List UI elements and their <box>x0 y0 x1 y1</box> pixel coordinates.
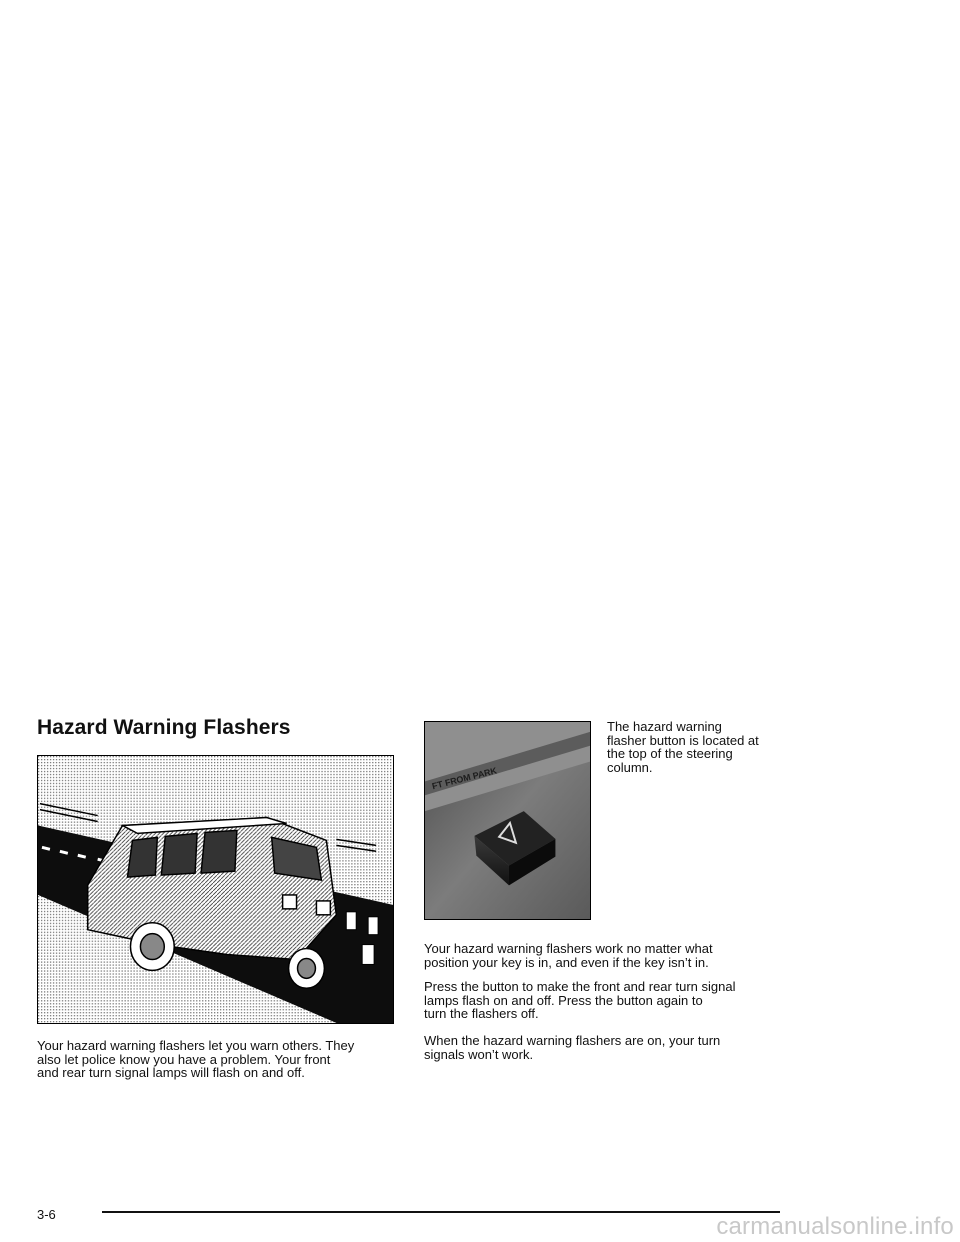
hazard-button-photo <box>424 721 591 920</box>
image-caption: The hazard warning flasher button is located at the top of the steering column. <box>607 719 759 775</box>
body-paragraph: When the hazard warning flashers are on, your turn signals won’t work. <box>424 1033 721 1062</box>
footer-rule <box>102 1211 780 1213</box>
page-number: 3-6 <box>37 1207 56 1222</box>
body-paragraph: Press the button to make the front and rear turn signal lamps flash on and off. Press the button again to turn the flashers off. <box>424 979 736 1021</box>
van-hazard-illustration <box>37 755 394 1024</box>
intro-paragraph: Your hazard warning flashers let you warn others. They also let police know you have a problem. Your front and rear turn signal lamps will flash on and off. <box>37 1038 355 1080</box>
section-title: Hazard Warning Flashers <box>37 716 291 739</box>
body-paragraph: Your hazard warning flashers work no matter what position your key is in, and even if the key isn’t in. <box>424 941 713 970</box>
panel-label: FT FROM PARK <box>430 765 498 792</box>
watermark: carmanualsonline.info <box>716 1213 954 1240</box>
